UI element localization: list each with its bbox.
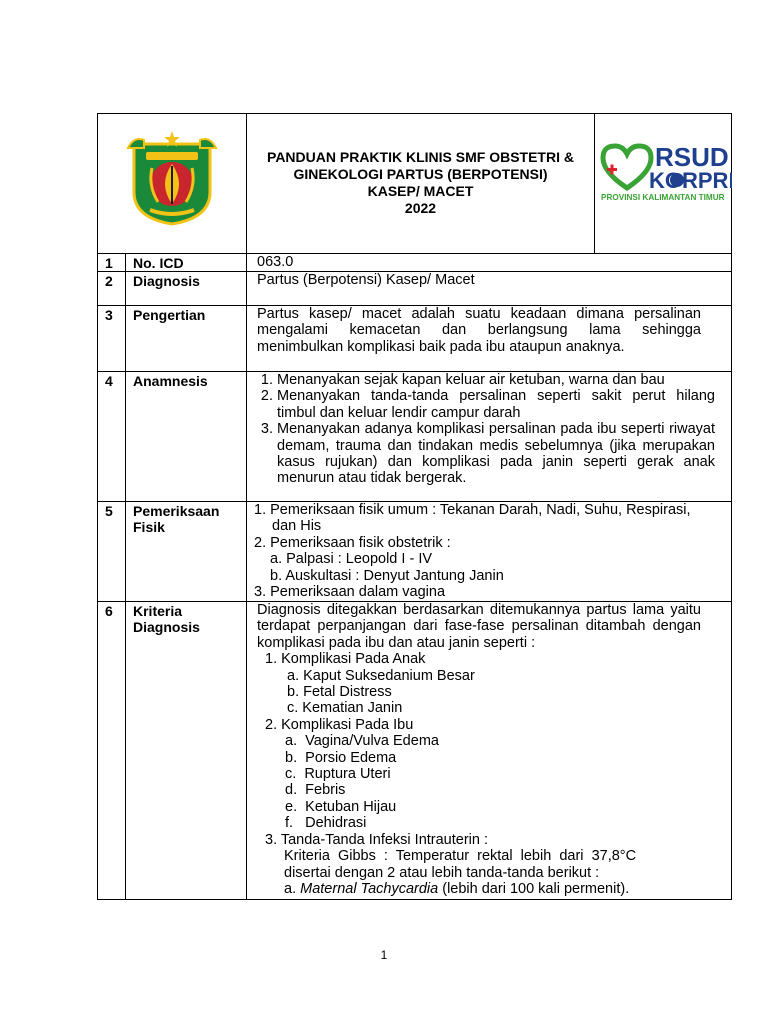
rsud-logo-text: RSUD <box>655 142 729 172</box>
row-value: 063.0 <box>247 254 732 272</box>
row-pemeriksaan-fisik <box>98 502 732 602</box>
criteria-intro: Diagnosis ditegakkan berdasarkan ditemukannya partus lama yaitu terdapat perpanjangan dari fase-fase persalinan ditambah dengan komplikasi pada ibu dan atau janin seperti : <box>257 602 701 651</box>
row-value: Partus (Berpotensi) Kasep/ Macet <box>247 272 732 306</box>
page-number: 1 <box>380 948 388 962</box>
list-item: a. Kaput Suksedanium Besar <box>287 667 475 684</box>
row-number: 1 <box>98 254 126 272</box>
item-rest: (lebih dari 100 kali permenit). <box>438 880 630 897</box>
list-item: 3. Menanyakan adanya komplikasi persalinan pada ibu seperti riwayat demam, trauma dan tindakan medis sebelumnya (jika merupakan kasus rujukan) dan komplikasi pada janin seperti gerak anak menurun atau tidak bergerak. <box>277 421 715 487</box>
hospital-logo-cell <box>595 114 732 254</box>
list-item: c. Kematian Janin <box>287 700 403 717</box>
clinical-guideline-document <box>97 113 731 900</box>
row-number: 4 <box>98 372 126 502</box>
label-line: Pemeriksaan <box>133 503 220 519</box>
label-line: Fisik <box>133 519 165 535</box>
list-item: b. Auskultasi : Denyut Jantung Janin <box>270 567 504 584</box>
rsud-korpri-logo <box>595 114 732 248</box>
row-number: 5 <box>98 502 126 602</box>
row-label: Diagnosis <box>126 272 247 306</box>
list-item: 3. Pemeriksaan dalam vagina <box>254 584 446 601</box>
list-item: a. Palpasi : Leopold I - IV <box>270 551 433 568</box>
guideline-table <box>97 113 732 900</box>
row-pengertian <box>98 306 732 372</box>
row-number: 2 <box>98 272 126 306</box>
row-label: Anamnesis <box>126 372 247 502</box>
kalimantan-timur-seal-logo <box>98 114 246 248</box>
criteria-text: disertai dengan 2 atau lebih tanda-tanda berikut : <box>284 864 600 881</box>
list-item <box>257 881 701 897</box>
title-line-3: KASEP/ MACET <box>367 183 474 199</box>
row-kriteria-diagnosis <box>98 602 732 900</box>
label-line: Kriteria <box>133 603 183 619</box>
row-number: 6 <box>98 602 126 900</box>
title-line-1: PANDUAN PRAKTIK KLINIS SMF OBSTETRI & <box>267 149 574 165</box>
label-line: Diagnosis <box>133 619 200 635</box>
list-item: e. Ketuban Hijau <box>285 798 397 815</box>
row-value <box>247 502 732 602</box>
item-prefix: a. <box>284 880 301 897</box>
row-diagnosis <box>98 272 732 306</box>
row-label <box>126 502 247 602</box>
row-label: No. ICD <box>126 254 247 272</box>
row-anamnesis <box>98 372 732 502</box>
list-item: 2. Menanyakan tanda-tanda persalinan seperti sakit perut hilang timbul dan keluar lendir campur darah <box>277 388 715 421</box>
provincial-seal-cell <box>98 114 247 254</box>
criteria-group: 3. Tanda-Tanda Infeksi Intrauterin : <box>265 831 489 848</box>
row-number: 3 <box>98 306 126 372</box>
list-item: d. Febris <box>285 782 346 799</box>
list-item: 1. Pemeriksaan fisik umum : Tekanan Darah, Nadi, Suhu, Respirasi, <box>254 502 691 518</box>
criteria-text: Kriteria Gibbs : Temperatur rektal lebih dari 37,8°C <box>284 848 637 865</box>
header-row <box>98 114 732 254</box>
korpri-logo-text: KORPRI <box>649 168 732 193</box>
list-item: 1. Menanyakan sejak kapan keluar air ketuban, warna dan bau <box>277 372 715 388</box>
row-value: Partus kasep/ macet adalah suatu keadaan dimana persalinan mengalami kemacetan dan berlangsung lama sehingga menimbulkan komplikasi baik pada ibu ataupun anaknya. <box>247 306 732 372</box>
row-label <box>126 602 247 900</box>
row-icd <box>98 254 732 272</box>
item-italic-term: Maternal Tachycardia <box>300 880 439 897</box>
row-value <box>247 372 732 502</box>
list-item: dan His <box>272 518 322 535</box>
document-title-cell <box>247 114 595 254</box>
title-line-4: 2022 <box>404 200 437 216</box>
list-item: a. Vagina/Vulva Edema <box>285 733 439 750</box>
list-item: b. Fetal Distress <box>287 684 392 701</box>
row-value <box>247 602 732 900</box>
list-item: b. Porsio Edema <box>285 749 397 766</box>
criteria-group: 2. Komplikasi Pada Ibu <box>265 716 414 733</box>
province-logo-text: PROVINSI KALIMANTAN TIMUR <box>601 193 725 202</box>
list-item: f. Dehidrasi <box>285 815 367 832</box>
anamnesis-list <box>257 372 715 487</box>
row-label: Pengertian <box>126 306 247 372</box>
title-line-2: GINEKOLOGI PARTUS (BERPOTENSI) <box>293 166 548 182</box>
list-item: c. Ruptura Uteri <box>285 766 391 783</box>
criteria-group: 1. Komplikasi Pada Anak <box>265 651 426 668</box>
list-item: 2. Pemeriksaan fisik obstetrik : <box>254 534 451 551</box>
